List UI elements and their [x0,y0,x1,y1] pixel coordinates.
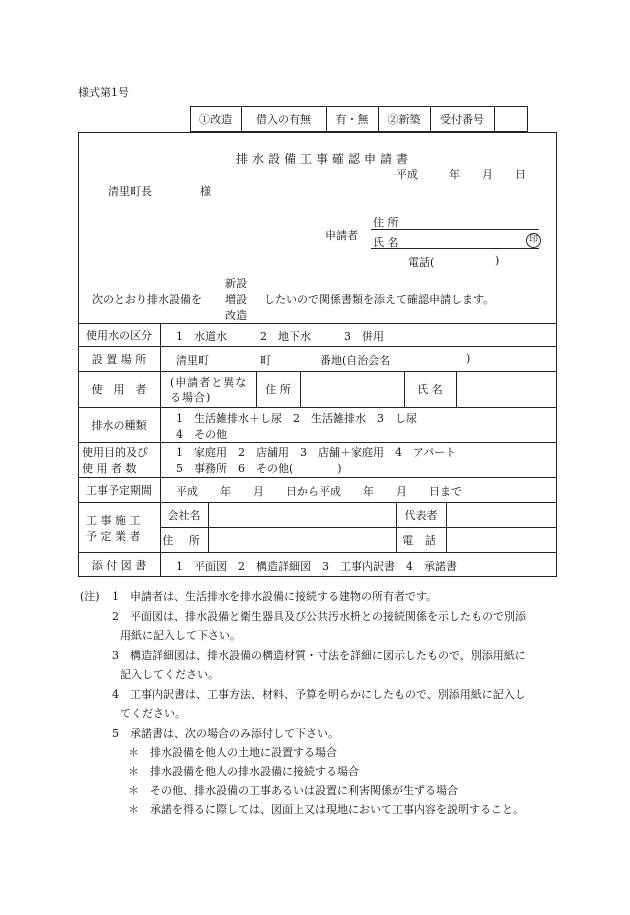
note-sub-4: ＊ 承諾を得るに際しては、図面上又は現地において工事内容を説明すること。 [128,803,524,816]
kariire-cell: 借入の有無 [256,113,311,126]
contractor-rep-field[interactable] [446,502,557,527]
drain-type-line2[interactable]: 4 その他 [176,428,227,441]
user-address-field[interactable] [300,371,404,407]
location-town: 清里町 [176,354,209,367]
schedule-value[interactable]: 平成 年 月 日から平成 年 月 日まで [176,485,462,498]
uketsuke-cell: 受付番号 [440,113,484,126]
contractor-address-field[interactable] [208,527,396,552]
date-year: 年 [449,168,460,181]
applicant-name-line[interactable] [371,248,539,249]
contractor-phone-field[interactable] [446,527,557,552]
location-cho: 町 [260,354,271,367]
statement-tail: したいので関係書類を添えて確認申請します。 [264,293,495,306]
note-4a: 4 工事内訳書は、工事方法、材料、予算を明らかにしたもので、別添用紙に記入し [112,688,526,701]
date-day: 日 [515,168,526,181]
umu-cell[interactable]: 有・無 [335,113,369,126]
purpose-label-1: 使用目的及び [82,446,148,459]
addressee-sama: 様 [200,185,211,198]
note-3b: 記入してください。 [120,668,219,681]
attachments-value[interactable]: 1 平面図 2 構造詳細図 3 工事内訳書 4 承諾書 [176,560,457,573]
contractor-company-label: 会社名 [167,508,201,522]
user-name-field[interactable] [456,371,557,407]
drain-type-label: 排水の種類 [91,418,147,432]
shinchiku-cell: ②新築 [387,113,421,126]
location-close: ) [466,352,471,365]
purpose-line1[interactable]: 1 家庭用 2 店舗用 3 店舗＋家庭用 4 アパート [176,446,457,459]
location-banchi: 番地(自治会名 [320,354,391,367]
water-type-options[interactable]: 1 水道水 2 地下水 3 併用 [176,330,384,343]
purpose-label-2: 使 用 者 数 [82,462,137,475]
option-zosetsu[interactable]: 増設 [225,293,247,306]
form-number: 様式第1号 [78,86,129,99]
addressee-name: 清里町長 [108,185,152,198]
purpose-line2[interactable]: 5 事務所 6 その他( ) [176,462,342,475]
user-name-label: 氏 名 [417,383,443,396]
water-type-label: 使用水の区分 [86,328,152,342]
note-5: 5 承諾書は、次の場合のみ添付して下さい。 [112,727,339,740]
date-era: 平成 [396,168,418,181]
statement-lead: 次のとおり排水設備を [92,293,202,306]
contractor-phone-label: 電 話 [402,533,440,547]
applicant-phone-close: ) [495,254,500,267]
applicant-address-label: 住 所 [373,216,399,229]
drain-type-line1[interactable]: 1 生活雑排水＋し尿 2 生活雑排水 3 し尿 [176,412,417,425]
option-kaizo[interactable]: 改造 [225,309,247,322]
note-2a: 2 平面図は、排水設備と衛生器具及び公共汚水枡との接続関係を示したもので別添 [112,610,526,623]
option-shinsetsu[interactable]: 新設 [225,277,247,290]
user-label: 使 用 者 [91,383,147,396]
user-note: (申請者と異なる場合) [170,376,248,404]
contractor-company-field[interactable] [208,502,396,527]
applicant-address-line[interactable] [371,229,539,230]
schedule-label: 工事予定期間 [86,483,152,497]
note-sub-2: ＊ 排水設備を他人の排水設備に接続する場合 [128,765,359,778]
seal-mark: 印 [526,233,541,248]
applicant-phone-label: 電話( [408,256,435,269]
applicant-name-label: 氏 名 [373,236,399,249]
contractor-rep-label: 代表者 [404,508,438,522]
applicant-label: 申請者 [325,229,358,242]
note-2b: 用紙に記入して下さい。 [120,629,241,642]
attachments-label: 添 付 図 書 [91,558,147,572]
contractor-label-2: 予 定 業 者 [86,530,141,543]
contractor-label-1: 工 事 施 工 [86,514,141,527]
user-address-label: 住 所 [265,383,291,396]
notes-head: (注) [80,590,100,603]
note-3a: 3 構造詳細図は、排水設備の構造材質・寸法を詳細に図示したもので、別添用紙に [112,649,526,662]
kaizo-cell: ①改造 [199,113,232,126]
location-label: 設 置 場 所 [91,352,147,366]
date-month: 月 [482,168,493,181]
note-4b: てください。 [120,707,186,720]
contractor-address-label: 住 所 [162,533,206,547]
form-title: 排水設備工事確認申請書 [236,152,413,166]
note-1: 1 申請者は、生活排水を排水設備に接続する建物の所有者です。 [112,590,438,603]
note-sub-1: ＊ 排水設備を他人の土地に設置する場合 [128,746,337,759]
uketsuke-number-field[interactable] [494,106,528,132]
note-sub-3: ＊ その他、排水設備の工事あるいは設置に利害関係が生ずる場合 [128,784,458,797]
